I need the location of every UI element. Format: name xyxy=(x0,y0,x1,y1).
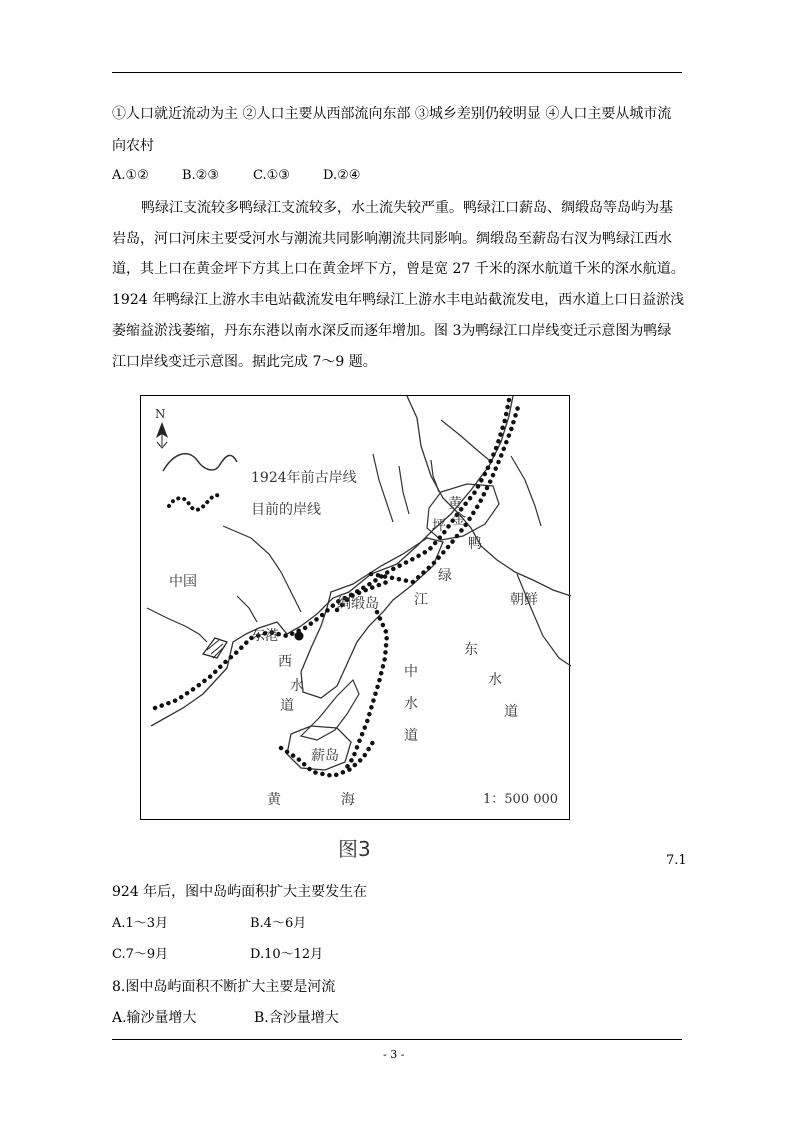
chouduan-island-old xyxy=(301,538,443,698)
korea-coast-old xyxy=(407,396,571,596)
question-7: 924 年后，图中岛屿面积扩大主要发生在 xyxy=(112,884,368,900)
question-8: 8.图中岛屿面积不断扩大主要是河流 xyxy=(112,979,336,995)
passage-line-2: 岩岛，河口河床主要受河水与潮流共同影响潮流共同影响。绸缎岛至薪岛右汊为鸭绿江西水 xyxy=(112,231,672,247)
xishuidao-label-1: 西 xyxy=(278,654,292,670)
passage-line-6: 江口岸线变迁示意图。据此完成 7～9 题。 xyxy=(112,354,377,370)
huangjinping-label-2: 金 xyxy=(452,512,466,528)
dongshuidao-label-2: 水 xyxy=(488,672,502,688)
current-coastline-mid xyxy=(345,612,387,770)
header-rule xyxy=(112,72,682,73)
page-number: - 3 - xyxy=(383,1048,405,1061)
yalujiang-label-3: 江 xyxy=(414,592,428,608)
option-line-1: ①人口就近流动为主 ②人口主要从西部流向东部 ③城乡差别仍较明显 ④人口主要从城市流 xyxy=(112,106,672,122)
side-question-number: 7.1 xyxy=(666,853,687,868)
q7-option-b: B.4～6月 xyxy=(250,916,307,931)
china-coast-old xyxy=(151,396,513,726)
china-label: 中国 xyxy=(169,574,197,590)
dongshuidao-label-1: 东 xyxy=(464,642,478,658)
korea-label: 朝鲜 xyxy=(510,592,538,608)
north-label: N xyxy=(155,407,166,421)
zhongshuidao-label-2: 水 xyxy=(404,696,418,712)
huanghai-label-1: 黄 xyxy=(267,792,281,808)
q7-option-a: A.1～3月 xyxy=(112,916,169,931)
huangjinping-label-3: 坪 xyxy=(432,518,446,534)
xishuidao-label-3: 道 xyxy=(280,698,294,714)
figure-caption: 图3 xyxy=(338,837,371,861)
current-coastline-left xyxy=(155,400,509,708)
passage-line-1: 鸭绿江支流较多鸭绿江支流较多，水土流失较严重。鸭绿江口薪岛、绸缎岛等岛屿为基 xyxy=(141,200,673,216)
huangjinping-label-1: 黄 xyxy=(448,496,462,512)
huanghai-label-2: 海 xyxy=(341,792,355,808)
legend-old-coastline-sample xyxy=(163,454,237,471)
donggang-point xyxy=(295,632,304,641)
q6-option-a: A.①② xyxy=(112,168,149,183)
scale-label: 1：500 000 xyxy=(483,792,559,807)
xishuidao-label-2: 水 xyxy=(290,678,304,694)
current-coastline-channel xyxy=(371,404,519,582)
coastline-map xyxy=(140,395,570,820)
q6-option-d: D.②④ xyxy=(323,168,361,183)
zhongshuidao-label-1: 中 xyxy=(404,664,418,680)
footer-rule xyxy=(112,1039,682,1040)
passage-line-4: 1924 年鸭绿江上游水丰电站截流发电年鸭绿江上游水丰电站截流发电，西水道上口日益淤浅 xyxy=(112,292,685,308)
option-line-2: 向农村 xyxy=(112,138,154,154)
chouduan-label: 绸缎岛 xyxy=(337,596,379,612)
passage-line-5: 萎缩益淤浅萎缩，丹东东港以南水深反而逐年增加。图 3为鸭绿江口岸线变迁示意图为鸭绿 xyxy=(112,323,672,339)
legend-new-label: 目前的岸线 xyxy=(251,502,321,518)
yalujiang-label-2: 绿 xyxy=(438,568,452,584)
legend-old-label: 1924年前古岸线 xyxy=(251,470,357,486)
q8-option-b: B.含沙量增大 xyxy=(254,1010,339,1026)
legend-new-coastline-sample xyxy=(169,495,221,510)
passage-line-3: 道，其上口在黄金坪下方其上口在黄金坪下方，曾是宽 27 千米的深水航道千米的深水航道。 xyxy=(112,261,685,277)
xindao-label: 薪岛 xyxy=(311,748,339,764)
q6-option-c: C.①③ xyxy=(253,168,290,183)
dongshuidao-label-3: 道 xyxy=(504,704,518,720)
q7-option-d: D.10～12月 xyxy=(250,947,324,962)
q6-option-b: B.②③ xyxy=(182,168,219,183)
zhongshuidao-label-3: 道 xyxy=(404,728,418,744)
q7-option-c: C.7～9月 xyxy=(112,947,169,962)
donggang-label: 东港 xyxy=(251,628,279,644)
q8-option-a: A.输沙量增大 xyxy=(112,1010,197,1026)
yalujiang-label-1: 鸭 xyxy=(468,536,482,552)
